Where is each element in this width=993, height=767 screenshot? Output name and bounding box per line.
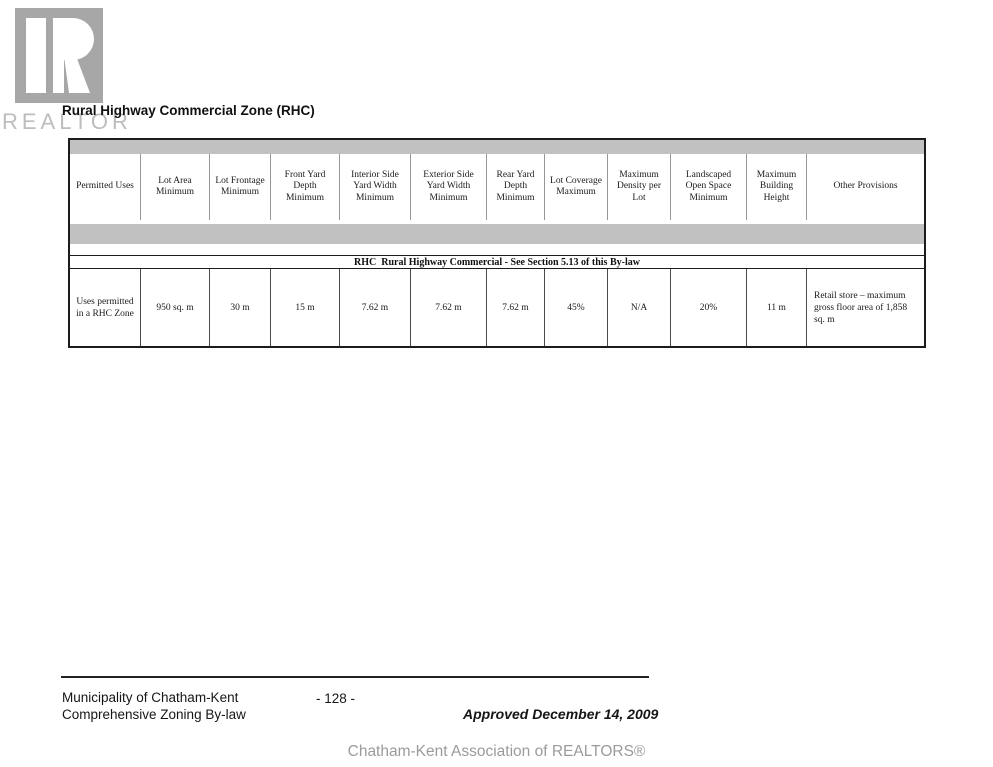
zoning-table — [68, 138, 926, 348]
column-header: Lot Coverage Maximum — [545, 154, 608, 220]
column-header: Permitted Uses — [70, 154, 141, 220]
table-cell: Uses permitted in a RHC Zone — [70, 269, 141, 346]
column-header: Front Yard Depth Minimum — [271, 154, 340, 220]
table-header-row — [70, 154, 924, 220]
table-cell: N/A — [608, 269, 671, 346]
footer-rule — [61, 676, 649, 678]
table-cell: 7.62 m — [411, 269, 487, 346]
page-number: - 128 - — [316, 691, 356, 706]
table-cell: 7.62 m — [340, 269, 411, 346]
footer-org-line2: Comprehensive Zoning By-law — [62, 706, 246, 722]
association-attribution: Chatham-Kent Association of REALTORS® — [347, 743, 646, 760]
table-cell: 7.62 m — [487, 269, 545, 346]
table-data-row — [70, 269, 924, 346]
page-title: Rural Highway Commercial Zone (RHC) — [62, 103, 315, 118]
table-cell: 30 m — [210, 269, 271, 346]
column-header: Other Provisions — [833, 181, 898, 192]
column-header: Rear Yard Depth Minimum — [487, 154, 545, 220]
column-header: Maximum Building Height — [747, 154, 807, 220]
approval-date: Approved December 14, 2009 — [463, 706, 659, 722]
realtor-wordmark: REALTOR — [2, 109, 132, 134]
table-cell: 15 m — [271, 269, 340, 346]
column-header: Lot Frontage Minimum — [210, 154, 271, 220]
table-mid-band — [70, 224, 924, 244]
table-cell: 45% — [545, 269, 608, 346]
table-cell: 950 sq. m — [141, 269, 210, 346]
column-header: Maximum Density per Lot — [608, 154, 671, 220]
footer-org-line1: Municipality of Chatham-Kent — [62, 690, 239, 705]
table-cell: 20% — [671, 269, 747, 346]
table-spacer — [70, 244, 924, 255]
table-cell: Retail store – maximum gross floor area of 1,858 sq. m — [814, 290, 908, 325]
column-header: Interior Side Yard Width Minimum — [340, 154, 411, 220]
zone-banner: RHC Rural Highway Commercial - See Section 5.13 of this By-law — [70, 255, 924, 269]
table-top-band — [70, 140, 924, 154]
realtor-r-icon — [15, 8, 103, 103]
column-header: Landscaped Open Space Minimum — [671, 154, 747, 220]
footer-organization — [62, 690, 246, 723]
realtor-logo — [15, 8, 103, 103]
column-header: Exterior Side Yard Width Minimum — [411, 154, 487, 220]
table-cell: 11 m — [747, 269, 807, 346]
column-header: Lot Area Minimum — [141, 154, 210, 220]
